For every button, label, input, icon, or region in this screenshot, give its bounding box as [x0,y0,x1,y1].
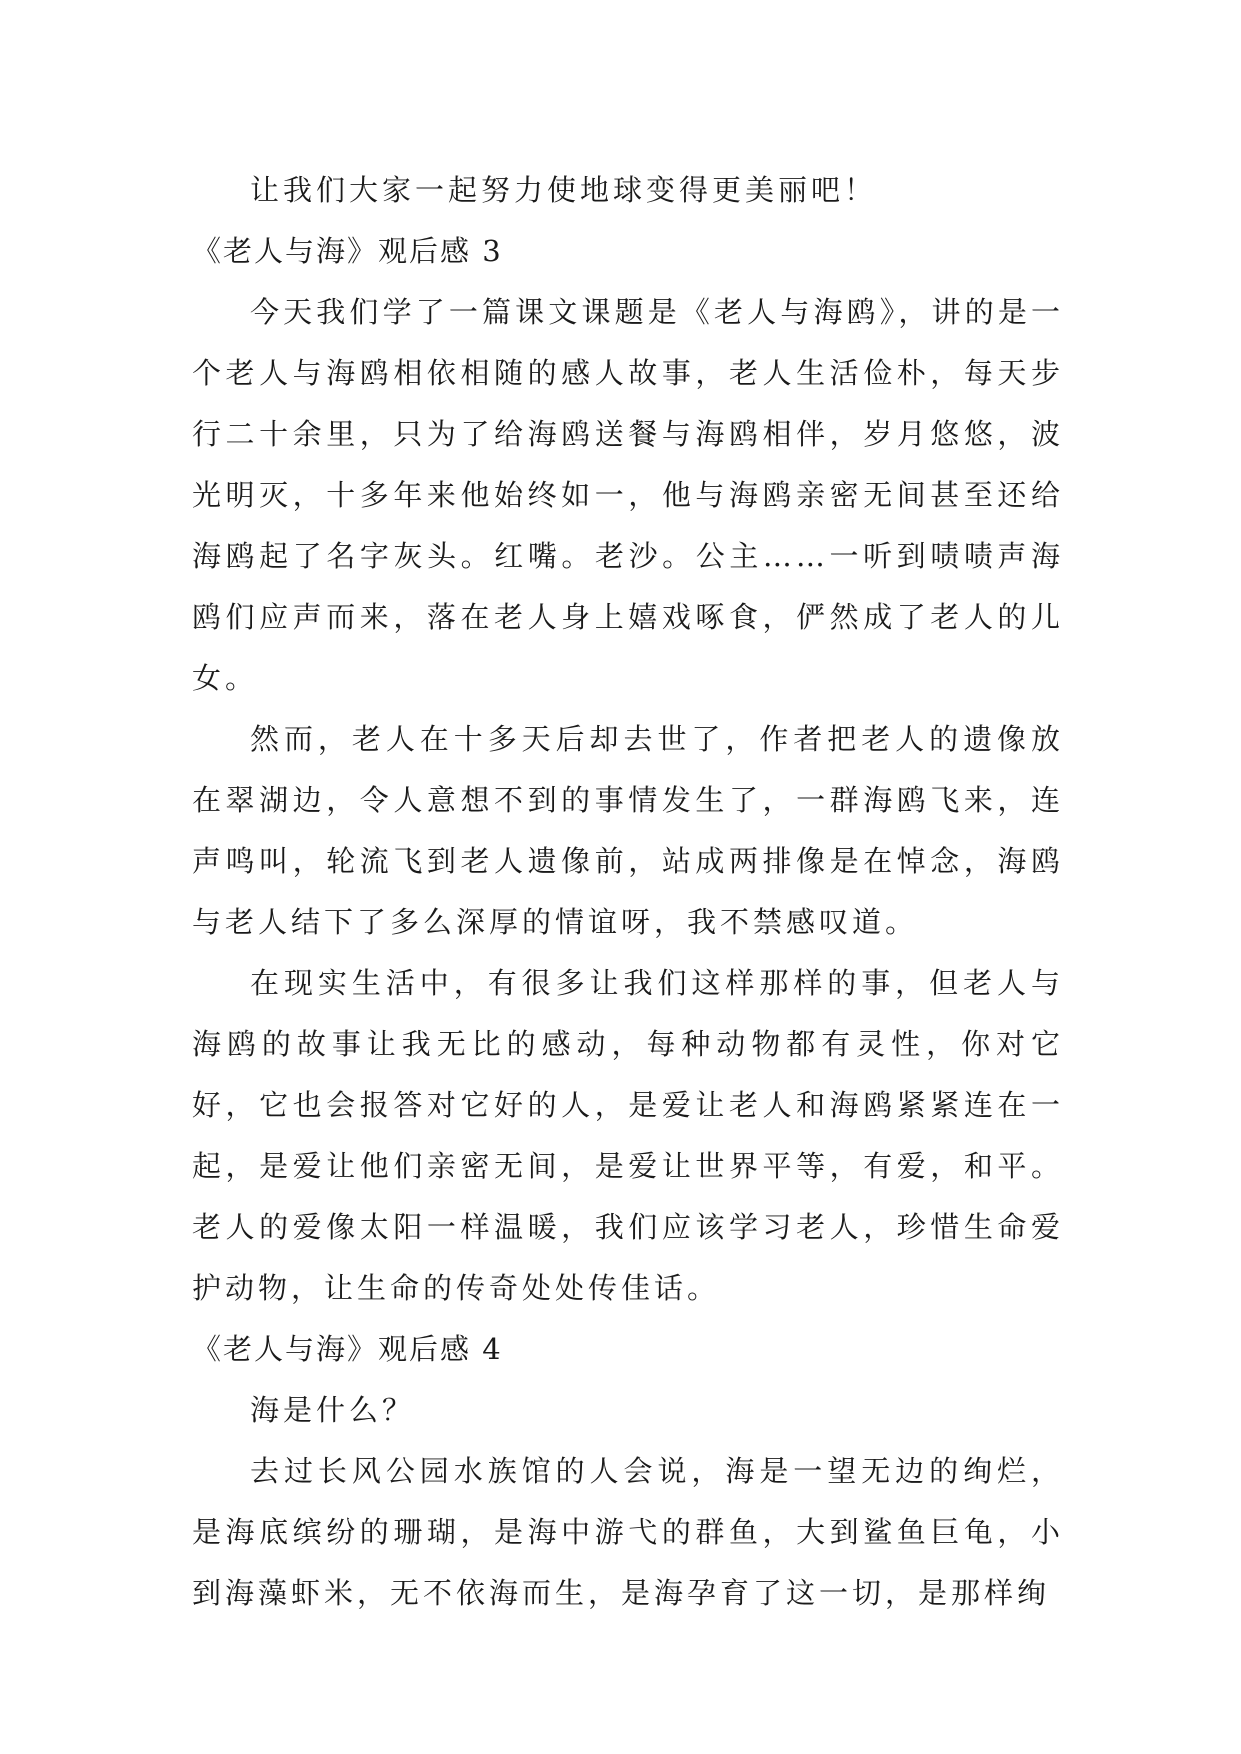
paragraph-reflection: 在现实生活中，有很多让我们这样那样的事，但老人与海鸥的故事让我无比的感动，每种动物都有灵性，你对它好，它也会报答对它好的人，是爱让老人和海鸥紧紧连在一起，是爱让他们亲密无间，是爱让世界平等，有爱，和平。老人的爱像太阳一样温暖，我们应该学习老人，珍惜生命爱护动物，让生命的传奇处处传佳话。 [192,966,1064,1305]
paragraph-aquarium: 去过长风公园水族馆的人会说，海是一望无边的绚烂，是海底缤纷的珊瑚，是海中游弋的群鱼，大到鲨鱼巨龟，小到海藻虾米，无不依海而生，是海孕育了这一切，是那样绚 [192,1454,1064,1610]
paragraph-question: 海是什么？ [250,1393,416,1427]
section-heading-3: 《老人与海》观后感 3 [192,234,503,268]
section-heading-4: 《老人与海》观后感 4 [192,1332,503,1366]
paragraph-old-man-passing: 然而，老人在十多天后却去世了，作者把老人的遗像放在翠湖边，令人意想不到的事情发生了，一群海鸥飞来，连声鸣叫，轮流飞到老人遗像前，站成两排像是在悼念，海鸥与老人结下了多么深厚的情谊呀，我不禁感叹道。 [192,722,1064,939]
paragraph-story-summary: 今天我们学了一篇课文课题是《老人与海鸥》，讲的是一个老人与海鸥相依相随的感人故事，老人生活俭朴，每天步行二十余里，只为了给海鸥送餐与海鸥相伴，岁月悠悠，波光明灭，十多年来他始终如一，他与海鸥亲密无间甚至还给海鸥起了名字灰头。红嘴。老沙。公主……一听到啧啧声海鸥们应声而来，落在老人身上嬉戏啄食，俨然成了老人的儿女。 [192,295,1064,695]
paragraph-closing-line: 让我们大家一起努力使地球变得更美丽吧！ [250,173,878,207]
document-page [192,160,1064,1624]
